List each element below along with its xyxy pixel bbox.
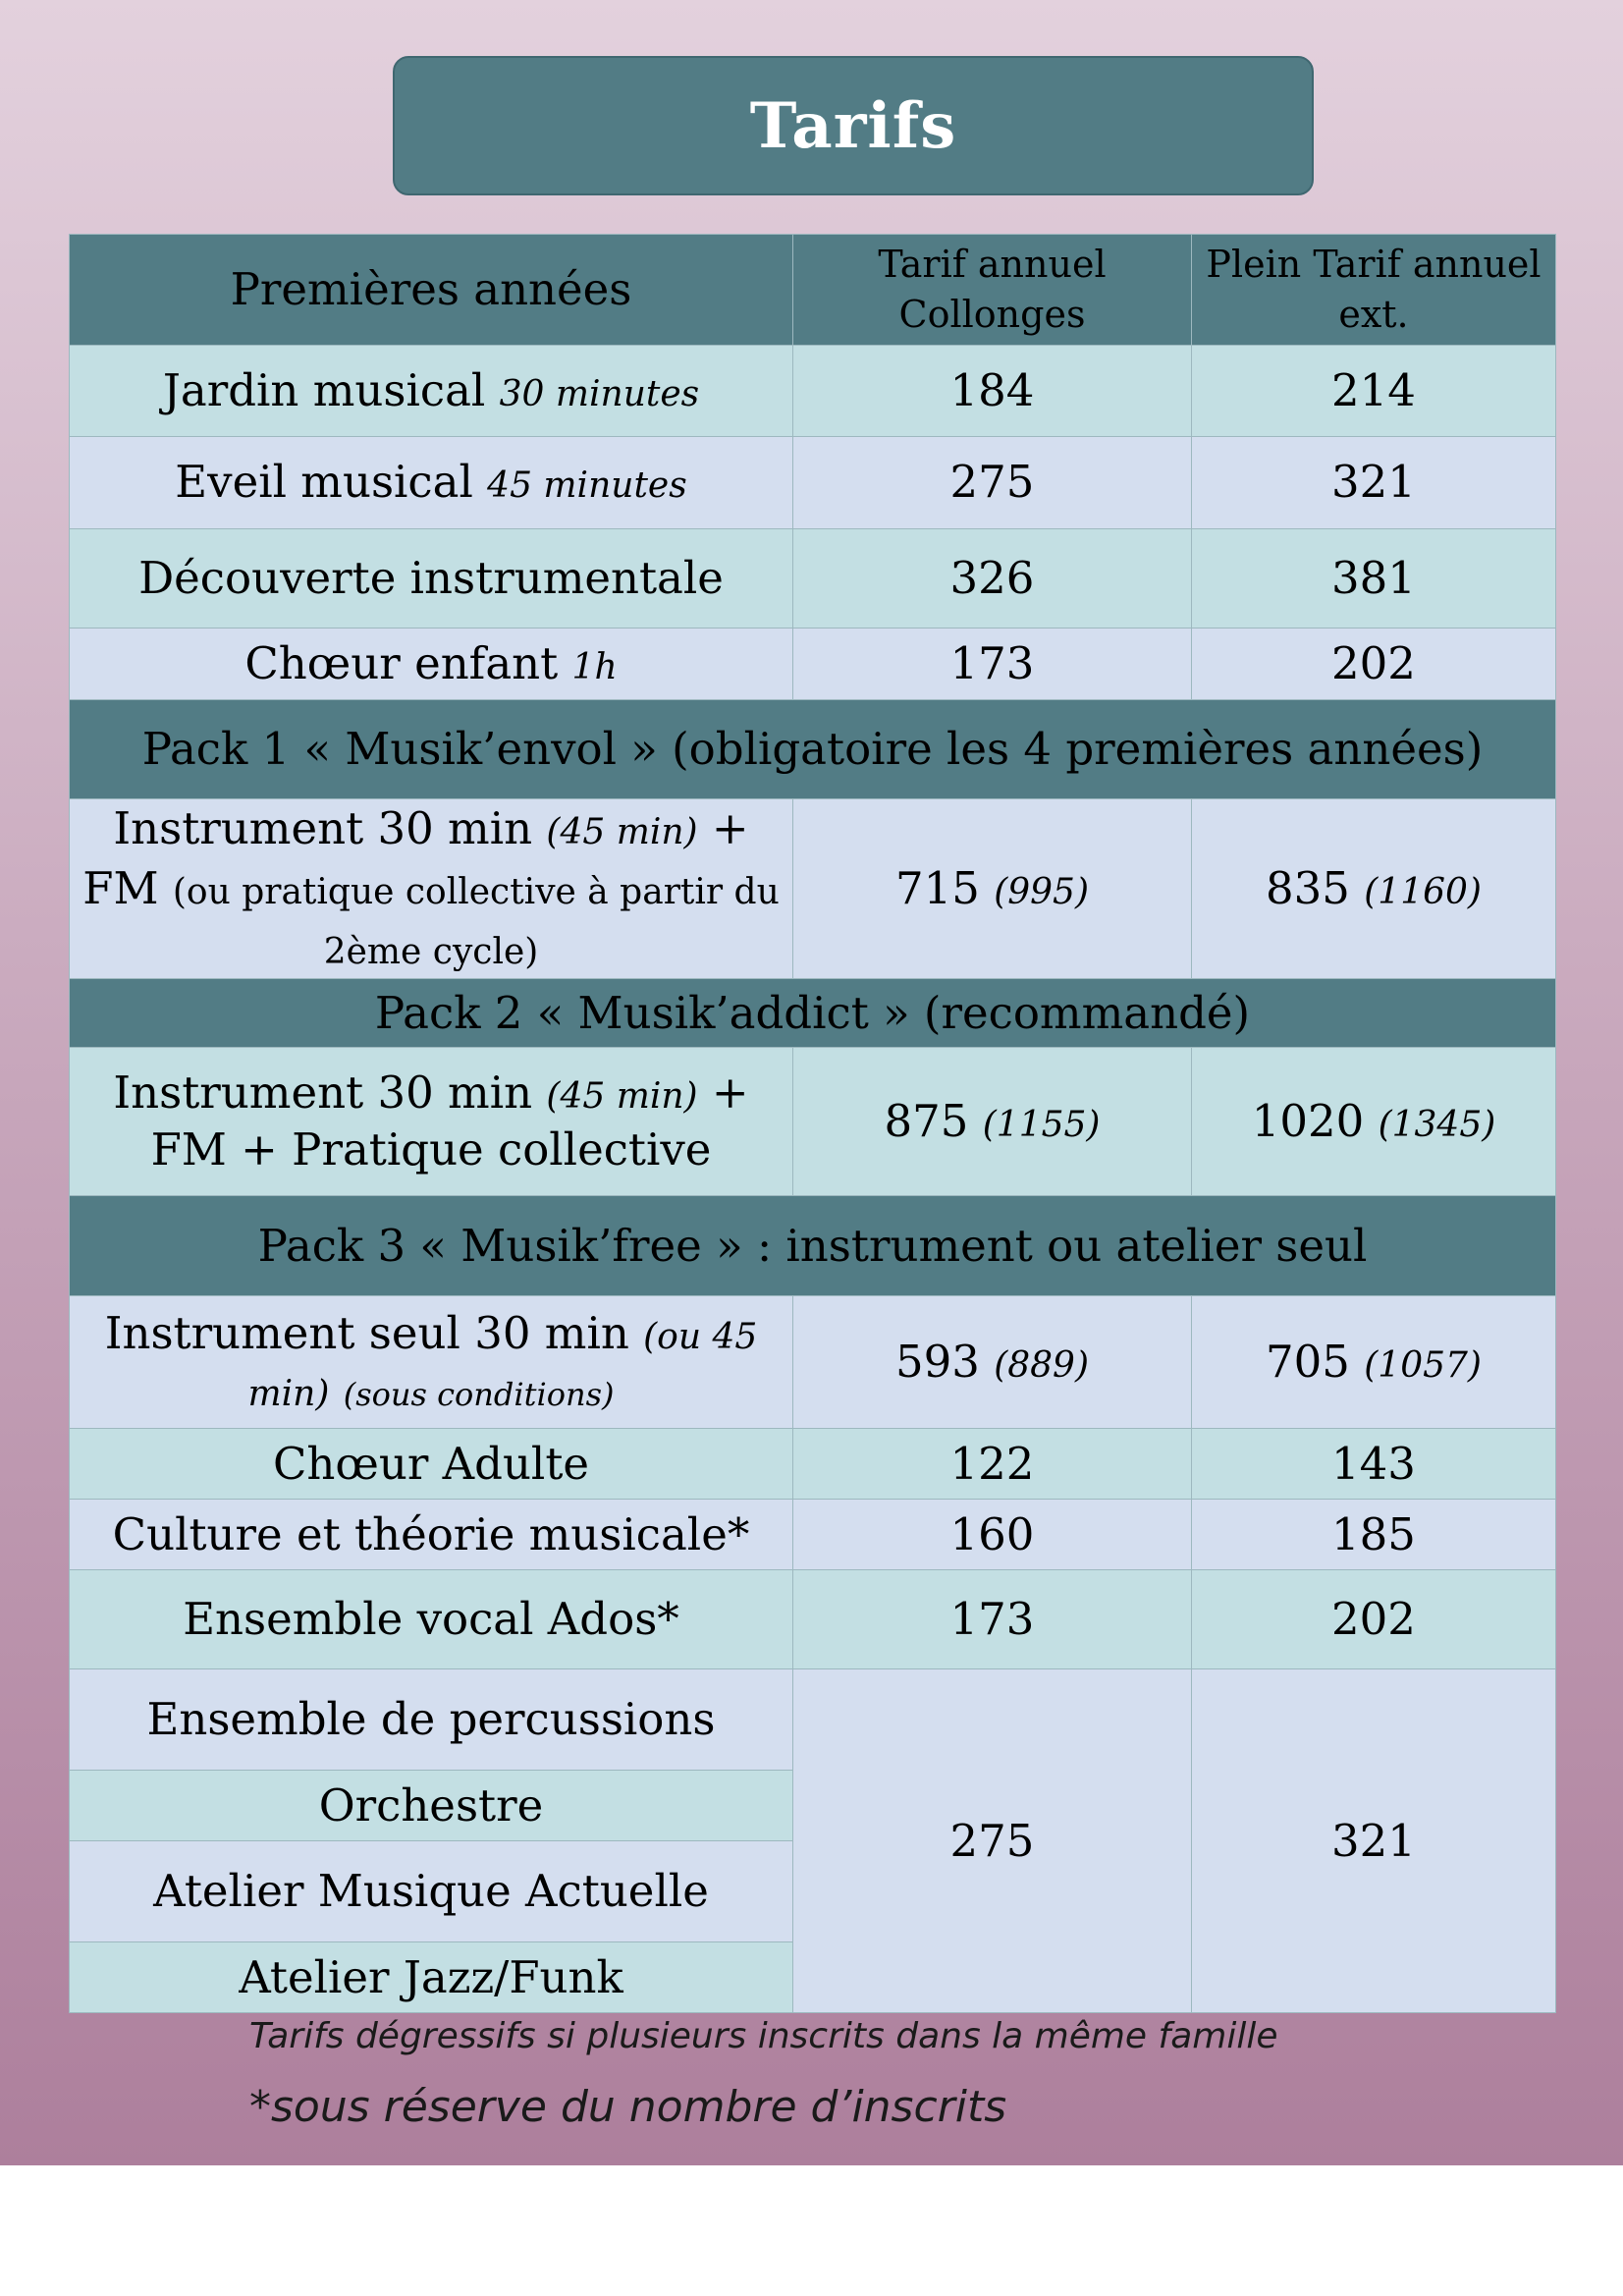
price-collonges: 160: [793, 1500, 1192, 1570]
price-collonges: 122: [793, 1429, 1192, 1500]
price-collonges: 173: [793, 629, 1192, 700]
price-collonges: 173: [793, 1570, 1192, 1669]
price-ext: 214: [1192, 346, 1556, 437]
price-ext: 202: [1192, 1570, 1556, 1669]
ensemble-name: Ensemble de percussions: [70, 1669, 793, 1771]
course-name: Instrument 30 min (45 min) + FM + Pratique collective: [70, 1048, 793, 1196]
table-row: [70, 629, 1556, 700]
price-ext: 321: [1192, 437, 1556, 529]
price-collonges: 275: [793, 437, 1192, 529]
header-premieres-annees: Premières années: [70, 235, 793, 346]
price-collonges: 875 (1155): [793, 1048, 1192, 1196]
price-ext: 705 (1057): [1192, 1296, 1556, 1429]
section-header-pack3: Pack 3 « Musik’free » : instrument ou atelier seul: [70, 1196, 1556, 1296]
price-ext: 185: [1192, 1500, 1556, 1570]
title-banner: [393, 56, 1314, 195]
header-plein-tarif-ext: Plein Tarif annuel ext.: [1192, 235, 1556, 346]
table-row: [70, 1500, 1556, 1570]
table-row: [70, 437, 1556, 529]
table-row: [70, 1296, 1556, 1429]
price-ext: 835 (1160): [1192, 799, 1556, 979]
page-title: Tarifs: [749, 88, 957, 163]
table-row: [70, 1669, 1556, 1771]
course-name: Culture et théorie musicale*: [70, 1500, 793, 1570]
table-row: [70, 529, 1556, 629]
course-name: Instrument seul 30 min (ou 45 min) (sous conditions): [70, 1296, 793, 1429]
ensemble-name: Atelier Jazz/Funk: [70, 1942, 793, 2013]
price-ext: 143: [1192, 1429, 1556, 1500]
footnote-degressive: Tarifs dégressifs si plusieurs inscrits dans la même famille: [249, 2016, 1278, 2056]
price-collonges: 275: [793, 1669, 1192, 2013]
section-header-pack2: Pack 2 « Musik’addict » (recommandé): [70, 979, 1556, 1048]
course-name: Instrument 30 min (45 min) + FM (ou pratique collective à partir du 2ème cycle): [70, 799, 793, 979]
price-ext: 321: [1192, 1669, 1556, 2013]
footnote-reserve: *sous réserve du nombre d’inscrits: [249, 2082, 1007, 2132]
course-name: Jardin musical 30 minutes: [70, 346, 793, 437]
course-name: Chœur Adulte: [70, 1429, 793, 1500]
table-row: [70, 799, 1556, 979]
ensemble-name: Orchestre: [70, 1771, 793, 1841]
header-tarif-collonges: Tarif annuel Collonges: [793, 235, 1192, 346]
price-ext: 202: [1192, 629, 1556, 700]
price-collonges: 593 (889): [793, 1296, 1192, 1429]
course-name: Eveil musical 45 minutes: [70, 437, 793, 529]
course-name: Chœur enfant 1h: [70, 629, 793, 700]
price-ext: 381: [1192, 529, 1556, 629]
table-header-row: [70, 235, 1556, 346]
table-row: [70, 1570, 1556, 1669]
course-name: Ensemble vocal Ados*: [70, 1570, 793, 1669]
price-collonges: 715 (995): [793, 799, 1192, 979]
course-name: Découverte instrumentale: [70, 529, 793, 629]
ensemble-name: Atelier Musique Actuelle: [70, 1841, 793, 1942]
price-collonges: 184: [793, 346, 1192, 437]
price-ext: 1020 (1345): [1192, 1048, 1556, 1196]
price-collonges: 326: [793, 529, 1192, 629]
tariff-table: [69, 234, 1556, 2013]
section-header-pack1: Pack 1 « Musik’envol » (obligatoire les 4 premières années): [70, 700, 1556, 799]
table-row: [70, 346, 1556, 437]
table-row: [70, 1048, 1556, 1196]
table-row: [70, 1429, 1556, 1500]
